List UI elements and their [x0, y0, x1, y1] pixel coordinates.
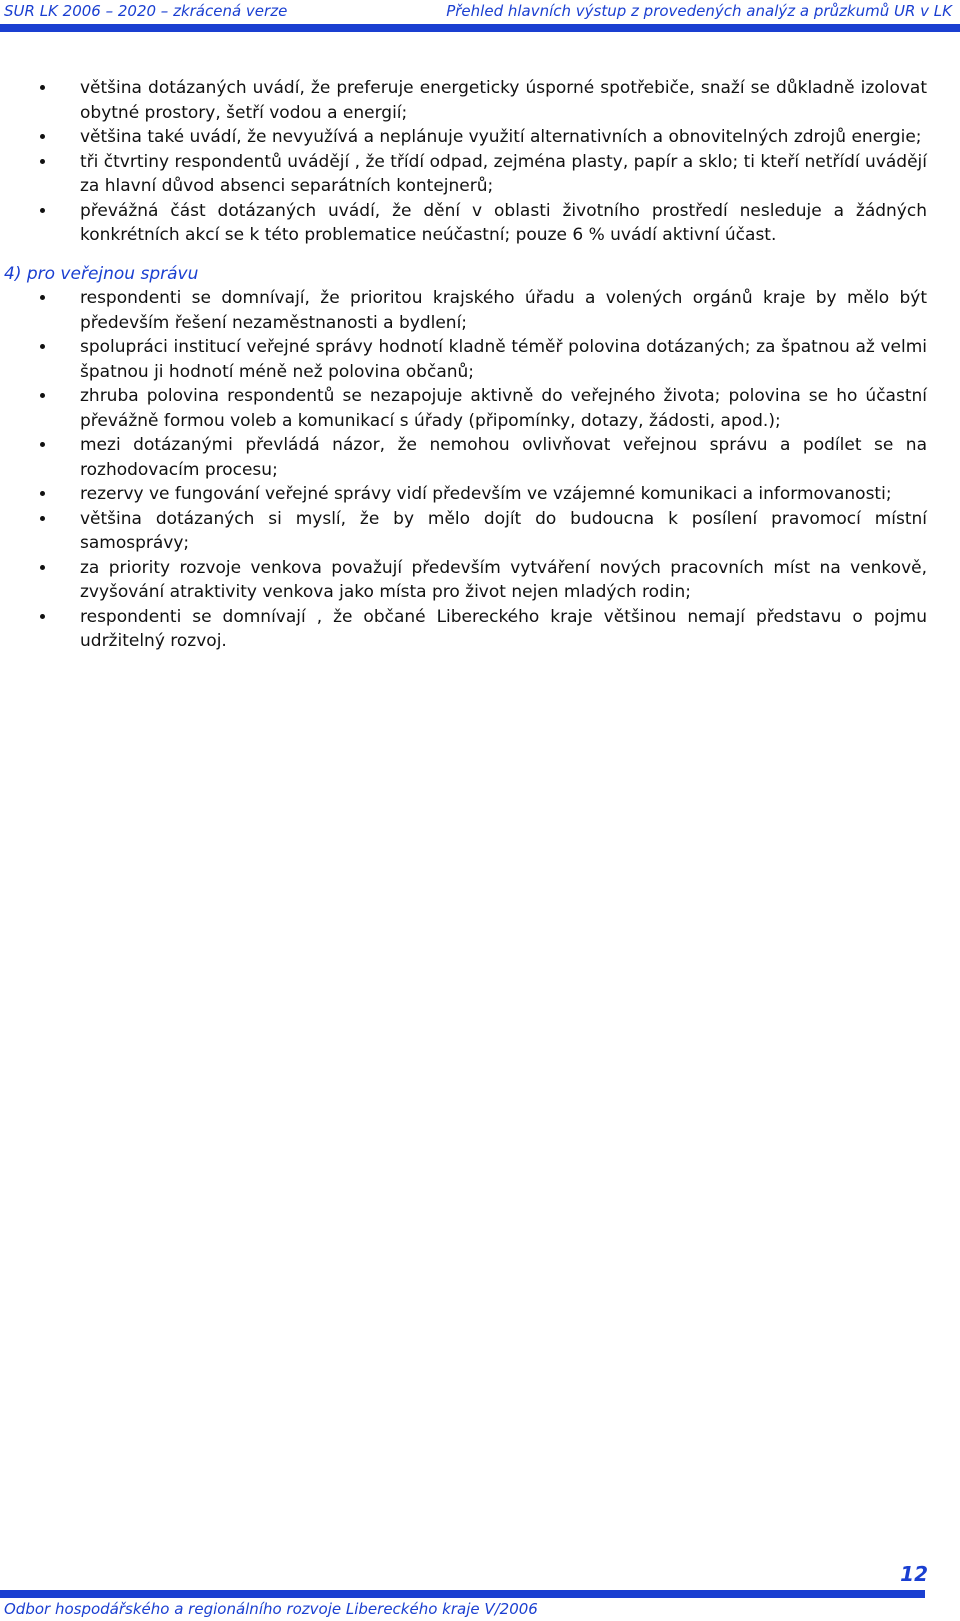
list-item-text: respondenti se domnívají, že prioritou krajského úřadu a volených orgánů kraje by mělo být především řešení nezaměstnanosti a bydlení; — [80, 288, 927, 333]
list-item — [0, 76, 960, 125]
bullet-list-environment — [0, 76, 960, 248]
list-item — [0, 482, 960, 507]
page-header — [0, 0, 960, 34]
list-item-text: zhruba polovina respondentů se nezapojuje aktivně do veřejného života; polovina se ho účastní převážně formou voleb a komunikací s úřady (připomínky, dotazy, žádosti, apod.); — [80, 386, 927, 431]
bullet-icon — [40, 159, 45, 164]
header-section-title: Přehled hlavních výstup z provedených analýz a průzkumů UR v LK — [446, 2, 952, 20]
footer-department: Odbor hospodářského a regionálního rozvoje Libereckého kraje V/2006 — [4, 1600, 538, 1618]
bullet-icon — [40, 491, 45, 496]
bullet-icon — [40, 565, 45, 570]
bullet-icon — [40, 614, 45, 619]
list-item-text: mezi dotázanými převládá názor, že nemohou ovlivňovat veřejnou správu a podílet se na rozhodovacím procesu; — [80, 435, 927, 480]
bullet-icon — [40, 85, 45, 90]
list-item-text: spolupráci institucí veřejné správy hodnotí kladně téměř polovina dotázaných; za špatnou až velmi špatnou ji hodnotí méně než polovina občanů; — [80, 337, 927, 382]
bullet-icon — [40, 295, 45, 300]
bullet-icon — [40, 208, 45, 213]
bullet-list-public-administration — [0, 286, 960, 654]
list-item — [0, 556, 960, 605]
list-item-text: za priority rozvoje venkova považují především vytváření nových pracovních míst na venkově, zvyšování atraktivity venkova jako místa pro život nejen mladých rodin; — [80, 557, 927, 602]
header-rule — [0, 24, 960, 32]
section-heading: 4) pro veřejnou správu — [4, 263, 199, 284]
list-item — [0, 125, 960, 150]
list-item-text: respondenti se domnívají , že občané Libereckého kraje většinou nemají představu o pojmu udržitelný rozvoj. — [80, 606, 927, 651]
footer-rule — [0, 1590, 925, 1598]
list-item-text: převážná část dotázaných uvádí, že dění v oblasti životního prostředí nesleduje a žádných konkrétních akcí se k této problematice neúčastní; pouze 6 % uvádí aktivní účast. — [80, 200, 927, 245]
list-item — [0, 199, 960, 248]
bullet-icon — [40, 344, 45, 349]
list-item-text: většina dotázaných uvádí, že preferuje energeticky úsporné spotřebiče, snaží se důkladně izolovat obytné prostory, šetří vodou a energií; — [80, 78, 927, 123]
page-footer — [0, 1562, 960, 1621]
list-item — [0, 507, 960, 556]
bullet-icon — [40, 516, 45, 521]
list-item-text: tři čtvrtiny respondentů uvádějí , že třídí odpad, zejména plasty, papír a sklo; ti kteří netřídí uvádějí za hlavní důvod absenci separátních kontejnerů; — [80, 151, 927, 196]
page-number: 12 — [900, 1562, 928, 1586]
list-item — [0, 605, 960, 654]
list-item — [0, 150, 960, 199]
header-document-title: SUR LK 2006 – 2020 – zkrácená verze — [4, 2, 288, 20]
page-content — [0, 76, 960, 654]
list-item-text: většina také uvádí, že nevyužívá a neplánuje využití alternativních a obnovitelných zdrojů energie; — [80, 127, 922, 147]
list-item-text: většina dotázaných si myslí, že by mělo dojít do budoucna k posílení pravomocí místní samosprávy; — [80, 508, 927, 553]
list-item — [0, 433, 960, 482]
list-item — [0, 384, 960, 433]
list-item — [0, 286, 960, 335]
bullet-icon — [40, 393, 45, 398]
list-item — [0, 335, 960, 384]
bullet-icon — [40, 442, 45, 447]
bullet-icon — [40, 134, 45, 139]
list-item-text: rezervy ve fungování veřejné správy vidí především ve vzájemné komunikaci a informovanosti; — [80, 484, 892, 504]
